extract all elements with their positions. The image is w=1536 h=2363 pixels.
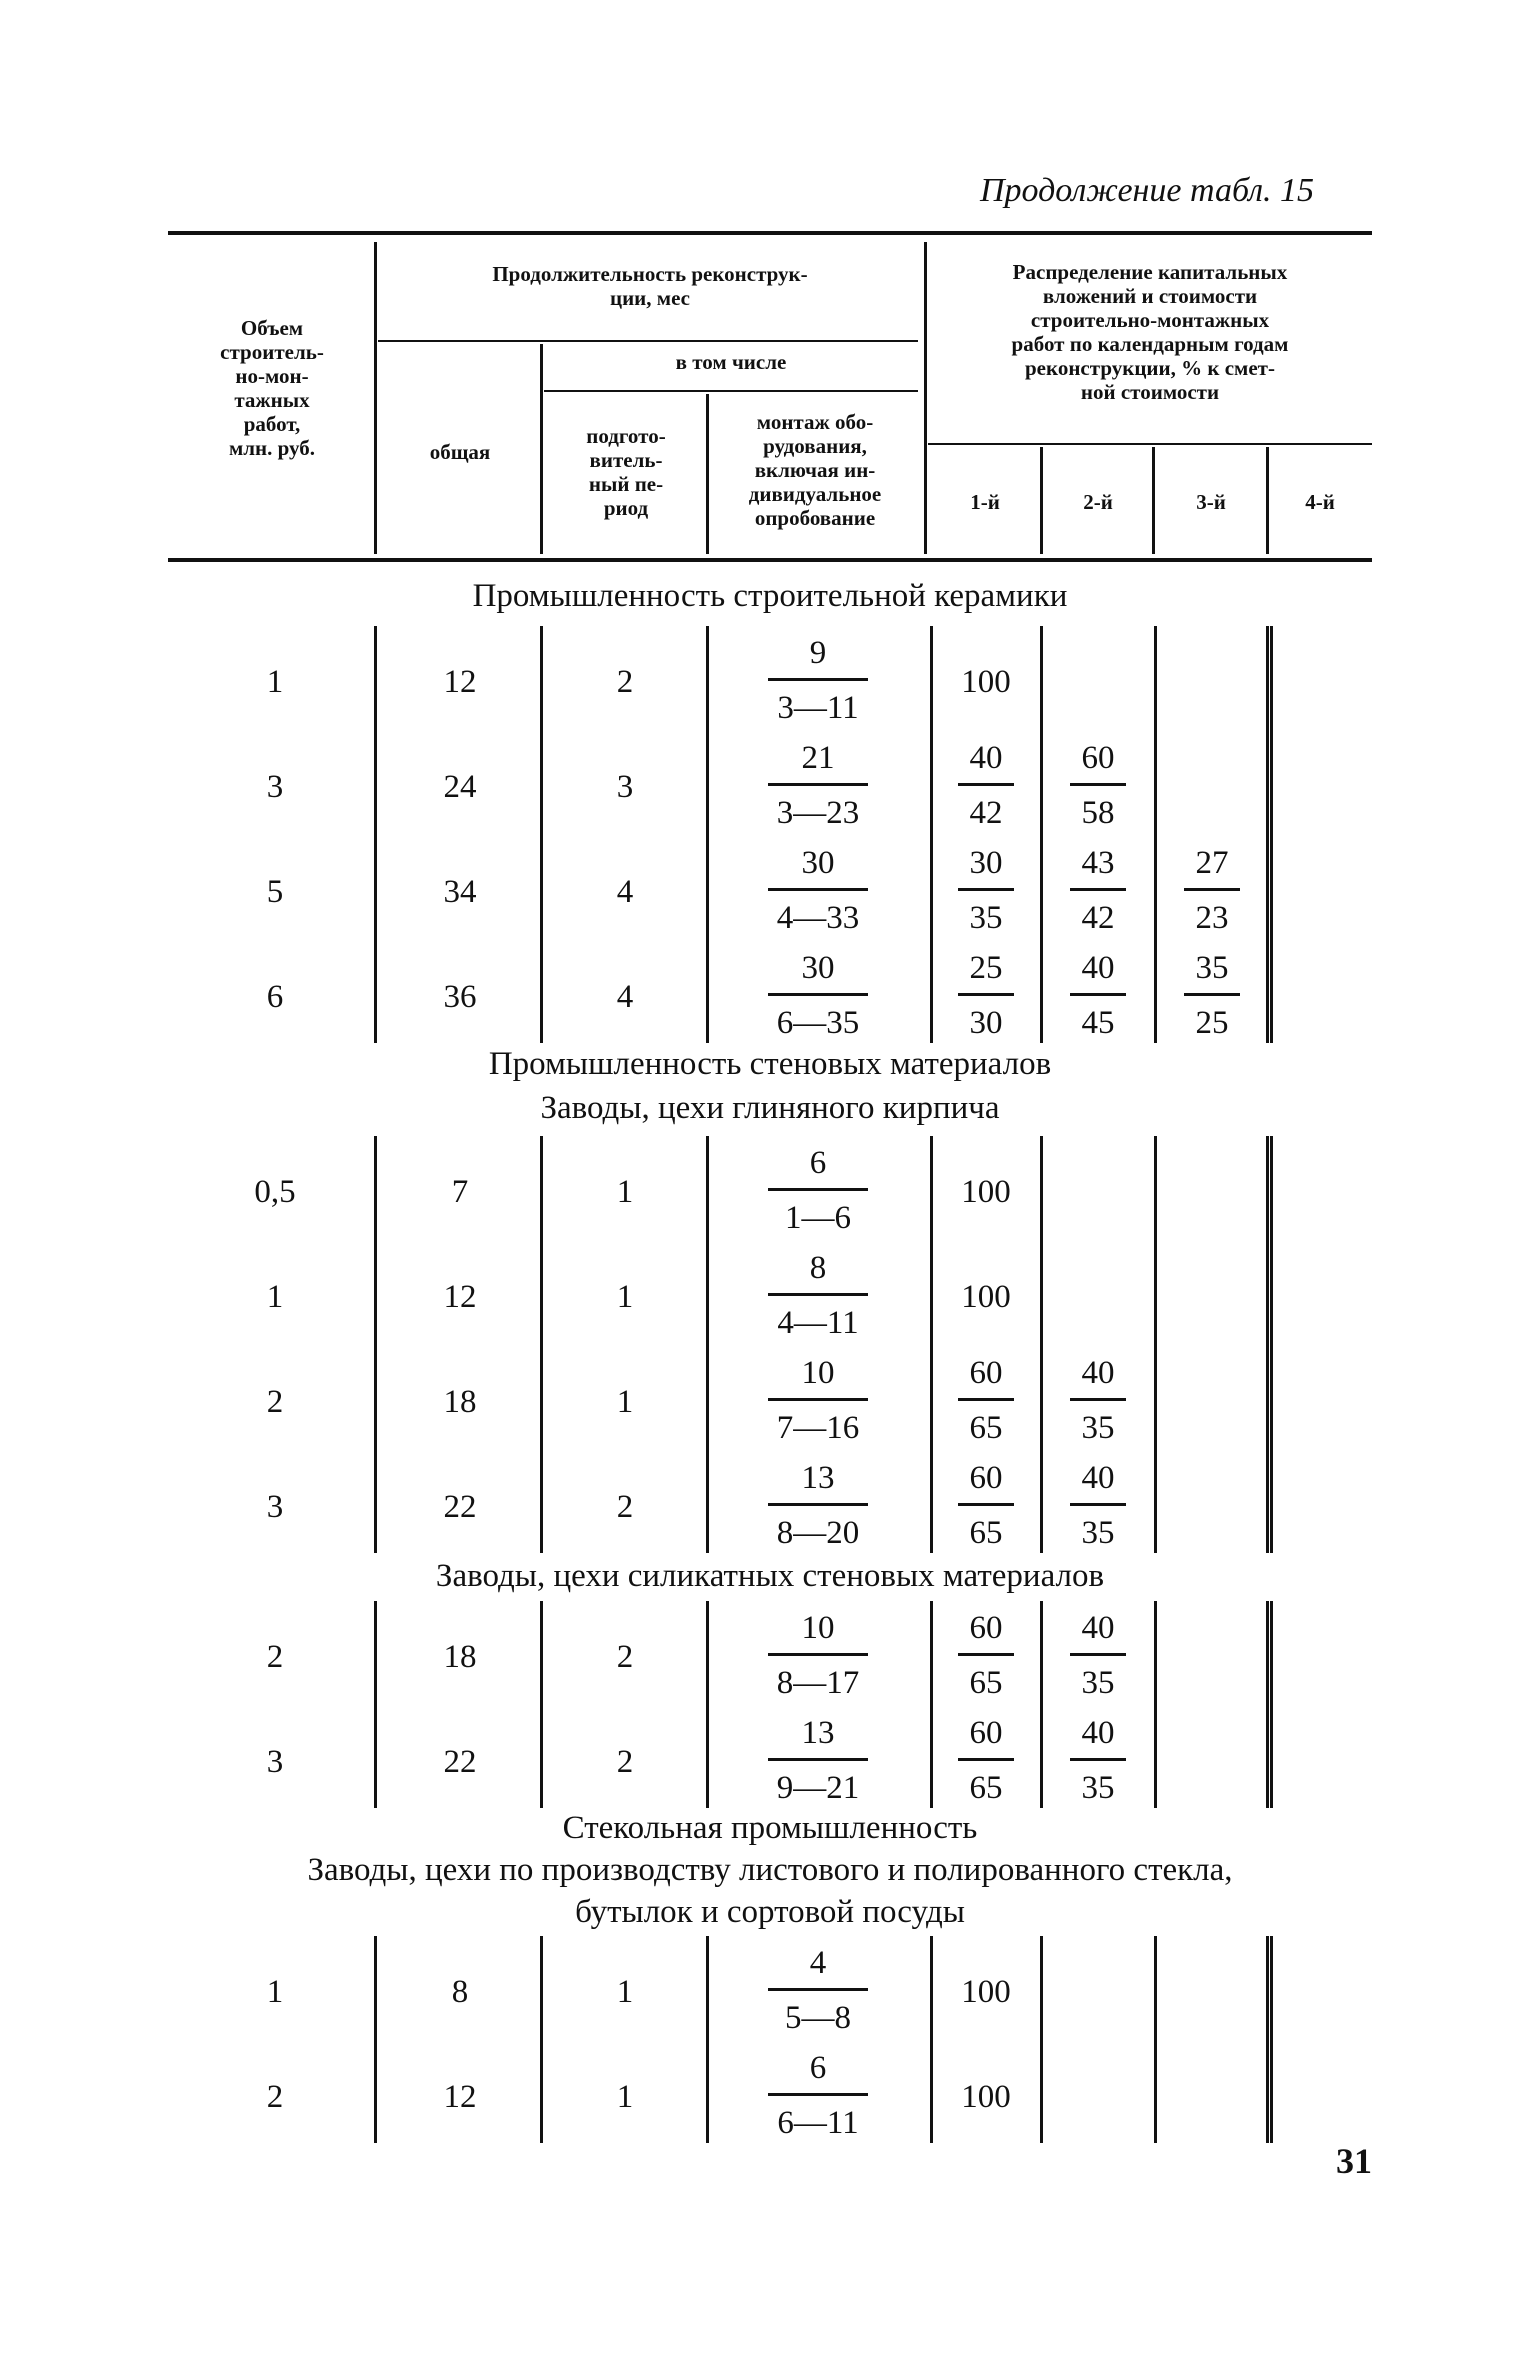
hdr-vline (374, 242, 377, 554)
header-volume-line: работ, (243, 412, 301, 436)
volume-cell: 1 (266, 1279, 284, 1315)
header-distribution (928, 260, 1372, 404)
year-1-fraction-denominator: 65 (969, 1665, 1003, 1701)
year-2-fraction-bar (1070, 993, 1126, 996)
column-divider (930, 1601, 933, 1808)
total-duration-cell: 22 (443, 1489, 477, 1525)
year-2-fraction-denominator: 35 (1081, 1410, 1115, 1446)
column-divider (930, 1936, 933, 2143)
column-divider (1040, 1601, 1043, 1808)
prep-period-cell: 2 (616, 664, 634, 700)
page-number: 31 (1336, 2141, 1372, 2181)
installation-fraction-bar (768, 1653, 868, 1656)
year-3-fraction (1164, 840, 1260, 941)
installation-fraction-denominator: 9—21 (776, 1770, 860, 1806)
prep-period-cell: 2 (616, 1639, 634, 1675)
year-2-fraction-numerator: 43 (1081, 845, 1115, 881)
hdr-vline (1266, 447, 1269, 554)
header-volume-line: строитель- (220, 340, 324, 364)
hdr-vline (706, 394, 709, 554)
year-1-fraction-bar (958, 783, 1014, 786)
column-divider (1266, 1136, 1269, 1553)
column-divider (1040, 1936, 1043, 2143)
total-duration-cell: 24 (443, 769, 477, 805)
column-divider (1270, 626, 1273, 1043)
volume-cell: 2 (266, 2079, 284, 2115)
column-divider (930, 1136, 933, 1553)
header-prep-line: витель- (589, 448, 663, 472)
year-3-fraction-bar (1184, 888, 1240, 891)
volume-cell: 1 (266, 664, 284, 700)
installation-fraction-numerator: 13 (801, 1460, 835, 1496)
installation-fraction (748, 840, 888, 941)
year-2-fraction-bar (1070, 1653, 1126, 1656)
volume-cell: 2 (266, 1384, 284, 1420)
installation-fraction-denominator: 7—16 (776, 1410, 860, 1446)
year-3-fraction-numerator: 27 (1195, 845, 1229, 881)
header-install-line: опробование (754, 506, 876, 530)
year-2-fraction-bar (1070, 888, 1126, 891)
year-2-fraction-bar (1070, 1758, 1126, 1761)
installation-fraction (748, 1940, 888, 2041)
year-3-fraction-denominator: 25 (1195, 1005, 1229, 1041)
total-duration-cell: 7 (451, 1174, 469, 1210)
header-year-4: 4-й (1305, 490, 1335, 514)
header-prep-period (546, 424, 706, 520)
installation-fraction-denominator: 4—11 (777, 1305, 859, 1341)
header-total: общая (429, 440, 491, 464)
section-title: Стекольная промышленность (562, 1810, 978, 1846)
table-caption: Продолжение табл. 15 (980, 172, 1315, 209)
installation-fraction-denominator: 5—8 (785, 2000, 851, 2036)
year-1-cell: 100 (961, 1174, 1011, 1210)
prep-period-cell: 1 (616, 1174, 634, 1210)
year-1-fraction-numerator: 60 (969, 1715, 1003, 1751)
year-2-fraction-denominator: 35 (1081, 1665, 1115, 1701)
column-divider (540, 1936, 543, 2143)
total-duration-cell: 8 (451, 1974, 469, 2010)
installation-fraction (748, 945, 888, 1046)
installation-fraction (748, 1710, 888, 1811)
installation-fraction-numerator: 9 (809, 635, 827, 671)
column-divider (540, 626, 543, 1043)
year-3-fraction-numerator: 35 (1195, 950, 1229, 986)
section-title: бутылок и сортовой посуды (575, 1894, 965, 1930)
installation-fraction-denominator: 8—17 (776, 1665, 860, 1701)
total-duration-cell: 22 (443, 1744, 477, 1780)
installation-fraction (748, 1245, 888, 1346)
volume-cell: 1 (266, 1974, 284, 2010)
year-1-cell: 100 (961, 1279, 1011, 1315)
installation-fraction (748, 1605, 888, 1706)
year-2-fraction (1050, 1455, 1146, 1556)
year-1-fraction-bar (958, 1503, 1014, 1506)
prep-period-cell: 2 (616, 1744, 634, 1780)
year-2-fraction (1050, 1350, 1146, 1451)
year-2-fraction-numerator: 60 (1081, 740, 1115, 776)
column-divider (930, 626, 933, 1043)
installation-fraction-numerator: 13 (801, 1715, 835, 1751)
volume-cell: 2 (266, 1639, 284, 1675)
installation-fraction-bar (768, 1188, 868, 1191)
prep-period-cell: 1 (616, 1974, 634, 2010)
column-divider (1040, 626, 1043, 1043)
column-divider (706, 1136, 709, 1553)
column-divider (1154, 626, 1157, 1043)
prep-period-cell: 4 (616, 979, 634, 1015)
volume-cell: 3 (266, 769, 284, 805)
prep-period-cell: 3 (616, 769, 634, 805)
year-3-fraction-bar (1184, 993, 1240, 996)
year-2-fraction-numerator: 40 (1081, 1715, 1115, 1751)
prep-period-cell: 4 (616, 874, 634, 910)
installation-fraction-denominator: 6—35 (776, 1005, 860, 1041)
year-1-fraction-numerator: 40 (969, 740, 1003, 776)
volume-cell: 5 (266, 874, 284, 910)
installation-fraction-denominator: 4—33 (776, 900, 860, 936)
column-divider (1154, 1936, 1157, 2143)
installation-fraction-bar (768, 1398, 868, 1401)
year-2-fraction-denominator: 35 (1081, 1515, 1115, 1551)
column-divider (540, 1136, 543, 1553)
header-sub-rule-3 (928, 443, 1372, 445)
year-2-fraction-denominator: 45 (1081, 1005, 1115, 1041)
column-divider (374, 1936, 377, 2143)
header-duration (380, 262, 920, 310)
installation-fraction-denominator: 3—11 (777, 690, 859, 726)
header-volume-line: тажных (234, 388, 310, 412)
volume-cell: 0,5 (254, 1174, 296, 1210)
year-2-fraction-denominator: 42 (1081, 900, 1115, 936)
prep-period-cell: 2 (616, 1489, 634, 1525)
header-install-line: включая ин- (754, 458, 876, 482)
year-2-fraction-denominator: 35 (1081, 1770, 1115, 1806)
installation-fraction (748, 630, 888, 731)
total-duration-cell: 18 (443, 1384, 477, 1420)
column-divider (1266, 1936, 1269, 2143)
year-1-fraction (938, 840, 1034, 941)
column-divider (1266, 626, 1269, 1043)
header-volume-line: но-мон- (235, 364, 309, 388)
top-rule (168, 231, 1372, 235)
year-2-fraction-numerator: 40 (1081, 1610, 1115, 1646)
column-divider (1154, 1601, 1157, 1808)
column-divider (1270, 1601, 1273, 1808)
column-divider (706, 626, 709, 1043)
total-duration-cell: 12 (443, 2079, 477, 2115)
installation-fraction-denominator: 1—6 (785, 1200, 851, 1236)
hdr-vline (1152, 447, 1155, 554)
header-volume-line: Объем (240, 316, 304, 340)
column-divider (374, 1136, 377, 1553)
year-2-fraction-numerator: 40 (1081, 1460, 1115, 1496)
header-installation (710, 410, 920, 530)
year-1-fraction (938, 1710, 1034, 1811)
header-sub-rule-1 (378, 340, 918, 342)
installation-fraction-numerator: 6 (809, 1145, 827, 1181)
installation-fraction (748, 1140, 888, 1241)
column-divider (706, 1601, 709, 1808)
year-2-fraction-denominator: 58 (1081, 795, 1115, 831)
year-1-fraction (938, 1350, 1034, 1451)
volume-cell: 3 (266, 1744, 284, 1780)
year-2-fraction (1050, 840, 1146, 941)
section-title: Промышленность строительной керамики (472, 578, 1068, 614)
installation-fraction-numerator: 10 (801, 1355, 835, 1391)
installation-fraction-numerator: 21 (801, 740, 835, 776)
year-1-fraction-bar (958, 993, 1014, 996)
year-3-fraction (1164, 945, 1260, 1046)
installation-fraction-numerator: 30 (801, 950, 835, 986)
header-duration-line: ции, мес (609, 286, 690, 310)
header-dist-line: строительно-монтажных (1030, 308, 1270, 332)
year-1-fraction-bar (958, 1758, 1014, 1761)
year-1-fraction-bar (958, 1653, 1014, 1656)
year-1-fraction-denominator: 30 (969, 1005, 1003, 1041)
year-3-fraction-denominator: 23 (1195, 900, 1229, 936)
year-1-fraction-numerator: 30 (969, 845, 1003, 881)
column-divider (1266, 1601, 1269, 1808)
volume-cell: 6 (266, 979, 284, 1015)
header-dist-line: реконструкции, % к смет- (1025, 356, 1275, 380)
total-duration-cell: 34 (443, 874, 477, 910)
installation-fraction (748, 1455, 888, 1556)
installation-fraction-numerator: 10 (801, 1610, 835, 1646)
header-dist-line: ной стоимости (1080, 380, 1220, 404)
year-1-fraction-denominator: 65 (969, 1515, 1003, 1551)
installation-fraction-bar (768, 993, 868, 996)
hdr-vline (924, 242, 927, 554)
header-volume-line: млн. руб. (228, 436, 316, 460)
installation-fraction-denominator: 3—23 (776, 795, 860, 831)
header-dist-line: Распределение капитальных (1012, 260, 1288, 284)
installation-fraction-numerator: 30 (801, 845, 835, 881)
installation-fraction-denominator: 8—20 (776, 1515, 860, 1551)
year-1-fraction-numerator: 60 (969, 1460, 1003, 1496)
total-duration-cell: 12 (443, 1279, 477, 1315)
column-divider (706, 1936, 709, 2143)
year-2-fraction-bar (1070, 783, 1126, 786)
header-including: в том числе (675, 350, 787, 374)
column-divider (1270, 1936, 1273, 2143)
total-duration-cell: 18 (443, 1639, 477, 1675)
year-2-fraction (1050, 1710, 1146, 1811)
installation-fraction-bar (768, 1758, 868, 1761)
column-divider (1154, 1136, 1157, 1553)
year-1-fraction-denominator: 42 (969, 795, 1003, 831)
installation-fraction-bar (768, 2093, 868, 2096)
year-1-fraction (938, 735, 1034, 836)
volume-cell: 3 (266, 1489, 284, 1525)
header-duration-line: Продолжительность реконструк- (492, 262, 808, 286)
year-1-fraction-numerator: 60 (969, 1355, 1003, 1391)
installation-fraction-bar (768, 1293, 868, 1296)
year-1-fraction-bar (958, 1398, 1014, 1401)
installation-fraction-numerator: 8 (809, 1250, 827, 1286)
year-1-cell: 100 (961, 1974, 1011, 2010)
installation-fraction-bar (768, 888, 868, 891)
installation-fraction-bar (768, 783, 868, 786)
header-year-2: 2-й (1083, 490, 1113, 514)
header-year-1: 1-й (970, 490, 1000, 514)
column-divider (1040, 1136, 1043, 1553)
year-1-fraction-denominator: 65 (969, 1770, 1003, 1806)
header-install-line: рудования, (763, 434, 867, 458)
year-1-fraction-denominator: 35 (969, 900, 1003, 936)
installation-fraction-bar (768, 1988, 868, 1991)
header-install-line: монтаж обо- (756, 410, 874, 434)
installation-fraction-denominator: 6—11 (777, 2105, 859, 2141)
installation-fraction (748, 1350, 888, 1451)
section-title: Заводы, цехи силикатных стеновых материалов (435, 1558, 1105, 1594)
header-dist-line: работ по календарным годам (1011, 332, 1289, 356)
header-prep-line: ный пе- (588, 472, 664, 496)
year-1-fraction (938, 945, 1034, 1046)
total-duration-cell: 12 (443, 664, 477, 700)
hdr-vline (1040, 447, 1043, 554)
header-bottom-rule (168, 558, 1372, 562)
header-volume (172, 316, 372, 460)
installation-fraction (748, 2045, 888, 2146)
column-divider (540, 1601, 543, 1808)
installation-fraction-numerator: 6 (809, 2050, 827, 2086)
installation-fraction-numerator: 4 (809, 1945, 827, 1981)
installation-fraction-bar (768, 1503, 868, 1506)
header-year-3: 3-й (1196, 490, 1226, 514)
year-2-fraction (1050, 735, 1146, 836)
header-prep-line: подгото- (586, 424, 666, 448)
section-title: Заводы, цехи по производству листового и полированного стекла, (307, 1852, 1233, 1888)
year-1-fraction-numerator: 60 (969, 1610, 1003, 1646)
year-2-fraction-numerator: 40 (1081, 950, 1115, 986)
installation-fraction-bar (768, 678, 868, 681)
column-divider (374, 1601, 377, 1808)
year-2-fraction (1050, 1605, 1146, 1706)
year-1-fraction-denominator: 65 (969, 1410, 1003, 1446)
header-sub-rule-2 (544, 390, 918, 392)
year-1-cell: 100 (961, 664, 1011, 700)
year-2-fraction (1050, 945, 1146, 1046)
total-duration-cell: 36 (443, 979, 477, 1015)
prep-period-cell: 1 (616, 1279, 634, 1315)
prep-period-cell: 1 (616, 2079, 634, 2115)
prep-period-cell: 1 (616, 1384, 634, 1420)
section-title: Заводы, цехи глиняного кирпича (540, 1090, 1000, 1126)
column-divider (1270, 1136, 1273, 1553)
year-1-fraction-bar (958, 888, 1014, 891)
header-install-line: дивидуальное (748, 482, 882, 506)
year-1-cell: 100 (961, 2079, 1011, 2115)
header-dist-line: вложений и стоимости (1042, 284, 1258, 308)
year-1-fraction-numerator: 25 (969, 950, 1003, 986)
header-prep-line: риод (603, 496, 649, 520)
column-divider (374, 626, 377, 1043)
year-1-fraction (938, 1605, 1034, 1706)
hdr-vline (540, 344, 543, 554)
section-title: Промышленность стеновых материалов (488, 1046, 1052, 1082)
year-1-fraction (938, 1455, 1034, 1556)
year-2-fraction-numerator: 40 (1081, 1355, 1115, 1391)
year-2-fraction-bar (1070, 1503, 1126, 1506)
installation-fraction (748, 735, 888, 836)
year-2-fraction-bar (1070, 1398, 1126, 1401)
